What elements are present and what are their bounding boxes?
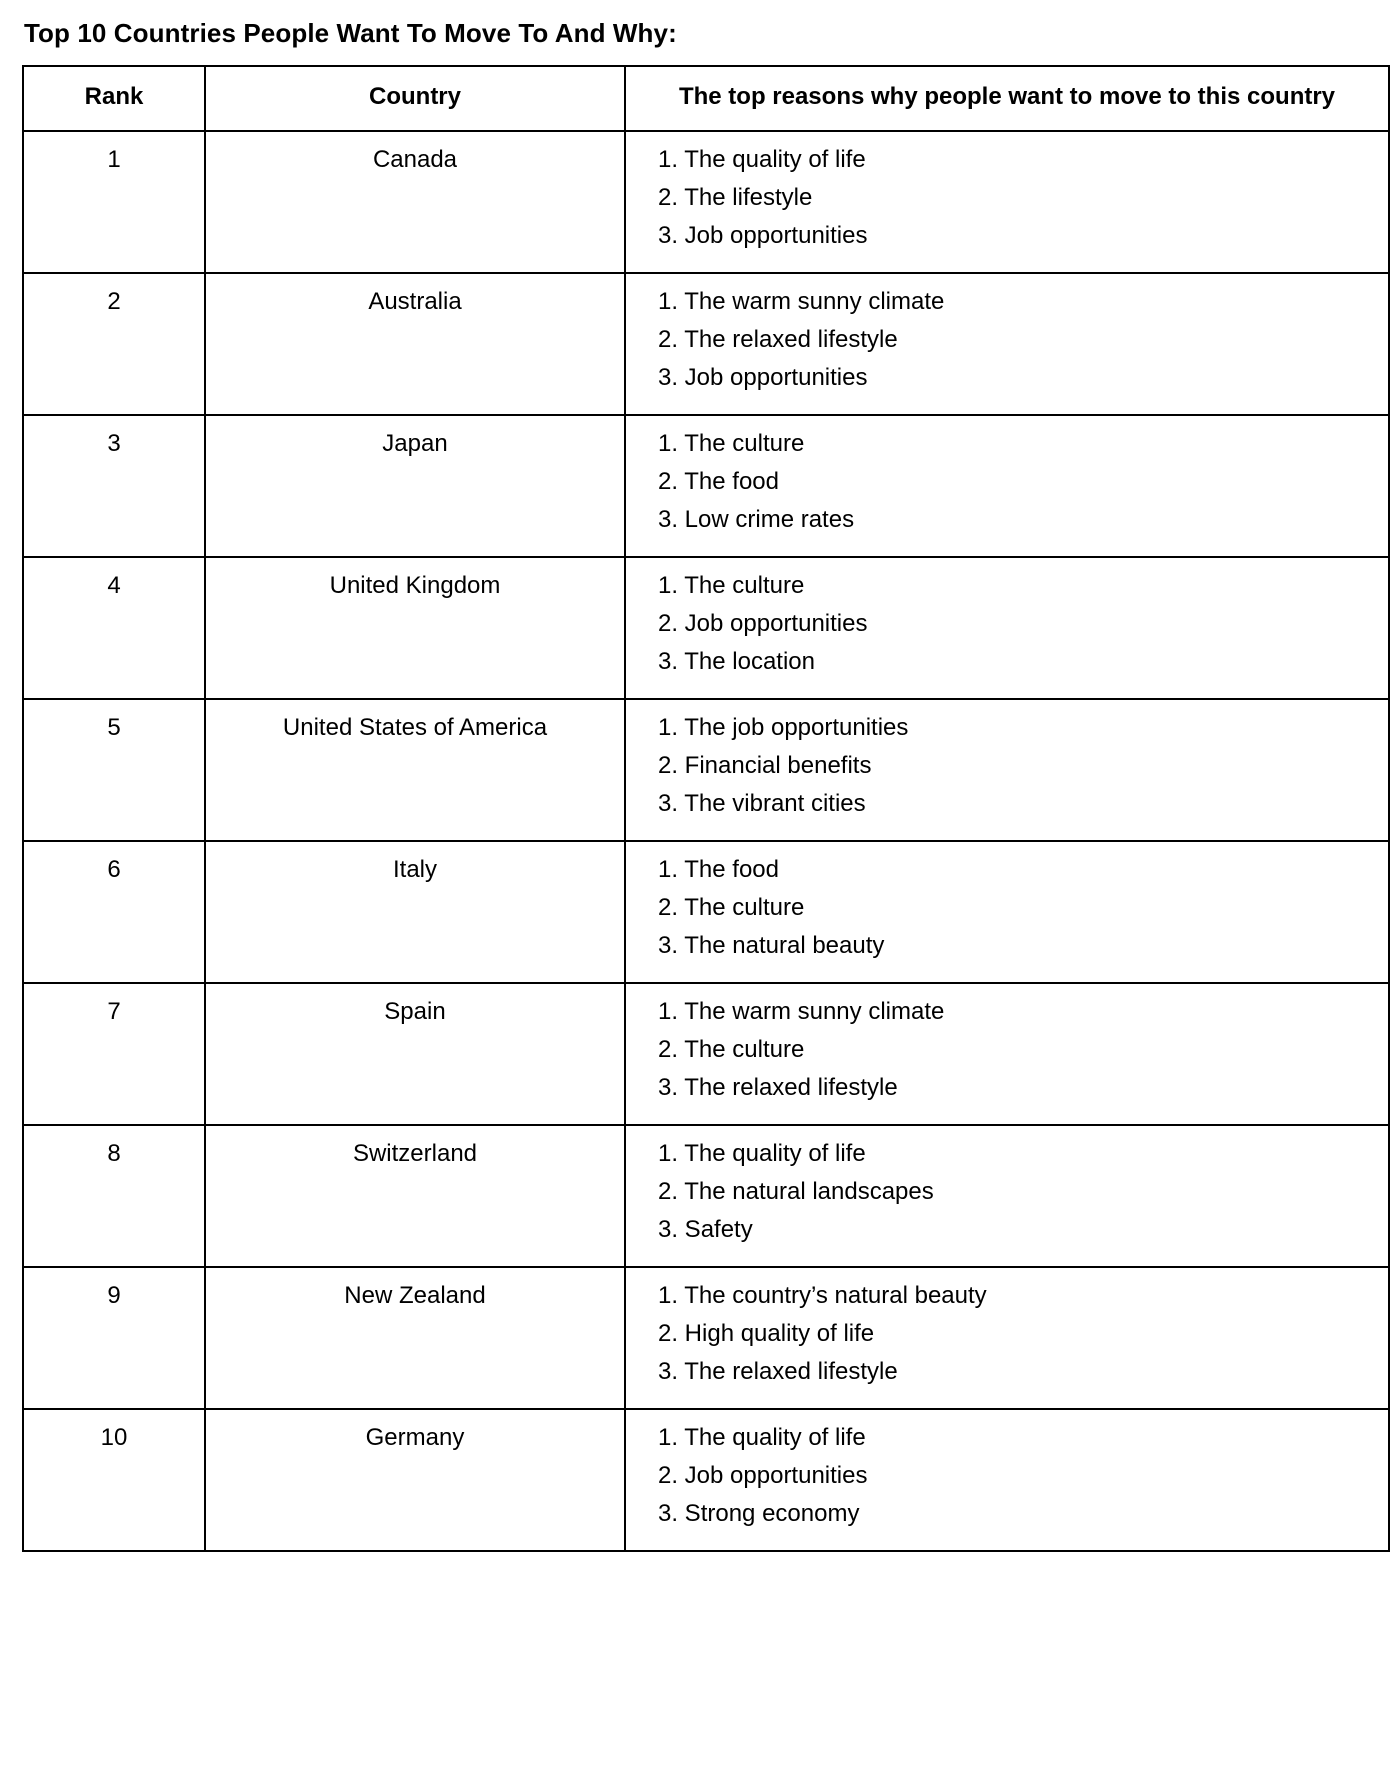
reason-item: 3. The natural beauty (658, 931, 885, 959)
table-row (23, 131, 1389, 273)
reason-item: 3. Job opportunities (658, 221, 868, 249)
reason-item: 3. Low crime rates (658, 505, 855, 533)
reason-item: 3. Job opportunities (658, 363, 868, 391)
table-row (23, 699, 1389, 841)
table-row (23, 841, 1389, 983)
table-row (23, 983, 1389, 1125)
cell-country: Australia (205, 273, 625, 415)
table-header-row (23, 66, 1389, 130)
cell-reasons (625, 1125, 1389, 1267)
table-row (23, 1125, 1389, 1267)
cell-rank: 2 (23, 273, 205, 415)
cell-rank: 5 (23, 699, 205, 841)
cell-country: Germany (205, 1409, 625, 1551)
reason-item: 1. The culture (658, 571, 805, 599)
reason-item: 3. Strong economy (658, 1499, 860, 1527)
reason-item: 2. Job opportunities (658, 609, 868, 637)
reason-item: 2. High quality of life (658, 1319, 875, 1347)
cell-country: United Kingdom (205, 557, 625, 699)
reason-item: 3. Safety (658, 1215, 753, 1243)
cell-country: Canada (205, 131, 625, 273)
table-row (23, 415, 1389, 557)
cell-country: Italy (205, 841, 625, 983)
cell-rank: 1 (23, 131, 205, 273)
column-header-country: Country (205, 66, 625, 130)
reason-item: 3. The relaxed lifestyle (658, 1073, 898, 1101)
reason-item: 1. The quality of life (658, 1423, 866, 1451)
cell-reasons (625, 841, 1389, 983)
table-header (23, 66, 1389, 130)
cell-country: New Zealand (205, 1267, 625, 1409)
cell-rank: 7 (23, 983, 205, 1125)
table-row (23, 1409, 1389, 1551)
cell-rank: 8 (23, 1125, 205, 1267)
cell-country: United States of America (205, 699, 625, 841)
cell-reasons (625, 699, 1389, 841)
reason-item: 2. The lifestyle (658, 183, 813, 211)
reason-item: 1. The warm sunny climate (658, 997, 945, 1025)
cell-rank: 3 (23, 415, 205, 557)
cell-reasons (625, 557, 1389, 699)
reason-item: 2. The culture (658, 1035, 805, 1063)
reason-item: 1. The warm sunny climate (658, 287, 945, 315)
cell-country: Switzerland (205, 1125, 625, 1267)
reason-item: 2. The food (658, 467, 779, 495)
column-header-reasons: The top reasons why people want to move to this country (625, 66, 1389, 130)
reason-item: 3. The relaxed lifestyle (658, 1357, 898, 1385)
cell-rank: 4 (23, 557, 205, 699)
reason-item: 2. The culture (658, 893, 805, 921)
table-row (23, 557, 1389, 699)
reason-item: 1. The food (658, 855, 779, 883)
reason-item: 2. Financial benefits (658, 751, 872, 779)
column-header-rank: Rank (23, 66, 205, 130)
reason-item: 2. The natural landscapes (658, 1177, 934, 1205)
cell-reasons (625, 273, 1389, 415)
cell-reasons (625, 1267, 1389, 1409)
cell-country: Spain (205, 983, 625, 1125)
reason-item: 3. The location (658, 647, 815, 675)
cell-reasons (625, 983, 1389, 1125)
cell-country: Japan (205, 415, 625, 557)
cell-rank: 9 (23, 1267, 205, 1409)
cell-reasons (625, 415, 1389, 557)
reason-item: 1. The country’s natural beauty (658, 1281, 987, 1309)
reason-item: 1. The culture (658, 429, 805, 457)
reason-item: 1. The quality of life (658, 145, 866, 173)
reason-item: 3. The vibrant cities (658, 789, 866, 817)
table-body (23, 131, 1389, 1551)
reason-item: 1. The quality of life (658, 1139, 866, 1167)
reason-item: 2. Job opportunities (658, 1461, 868, 1489)
cell-reasons (625, 1409, 1389, 1551)
page-title: Top 10 Countries People Want To Move To And Why: (24, 18, 677, 48)
reason-item: 2. The relaxed lifestyle (658, 325, 898, 353)
cell-rank: 10 (23, 1409, 205, 1551)
table-row (23, 1267, 1389, 1409)
cell-rank: 6 (23, 841, 205, 983)
table-row (23, 273, 1389, 415)
reason-item: 1. The job opportunities (658, 713, 909, 741)
countries-table (22, 65, 1390, 1551)
cell-reasons (625, 131, 1389, 273)
